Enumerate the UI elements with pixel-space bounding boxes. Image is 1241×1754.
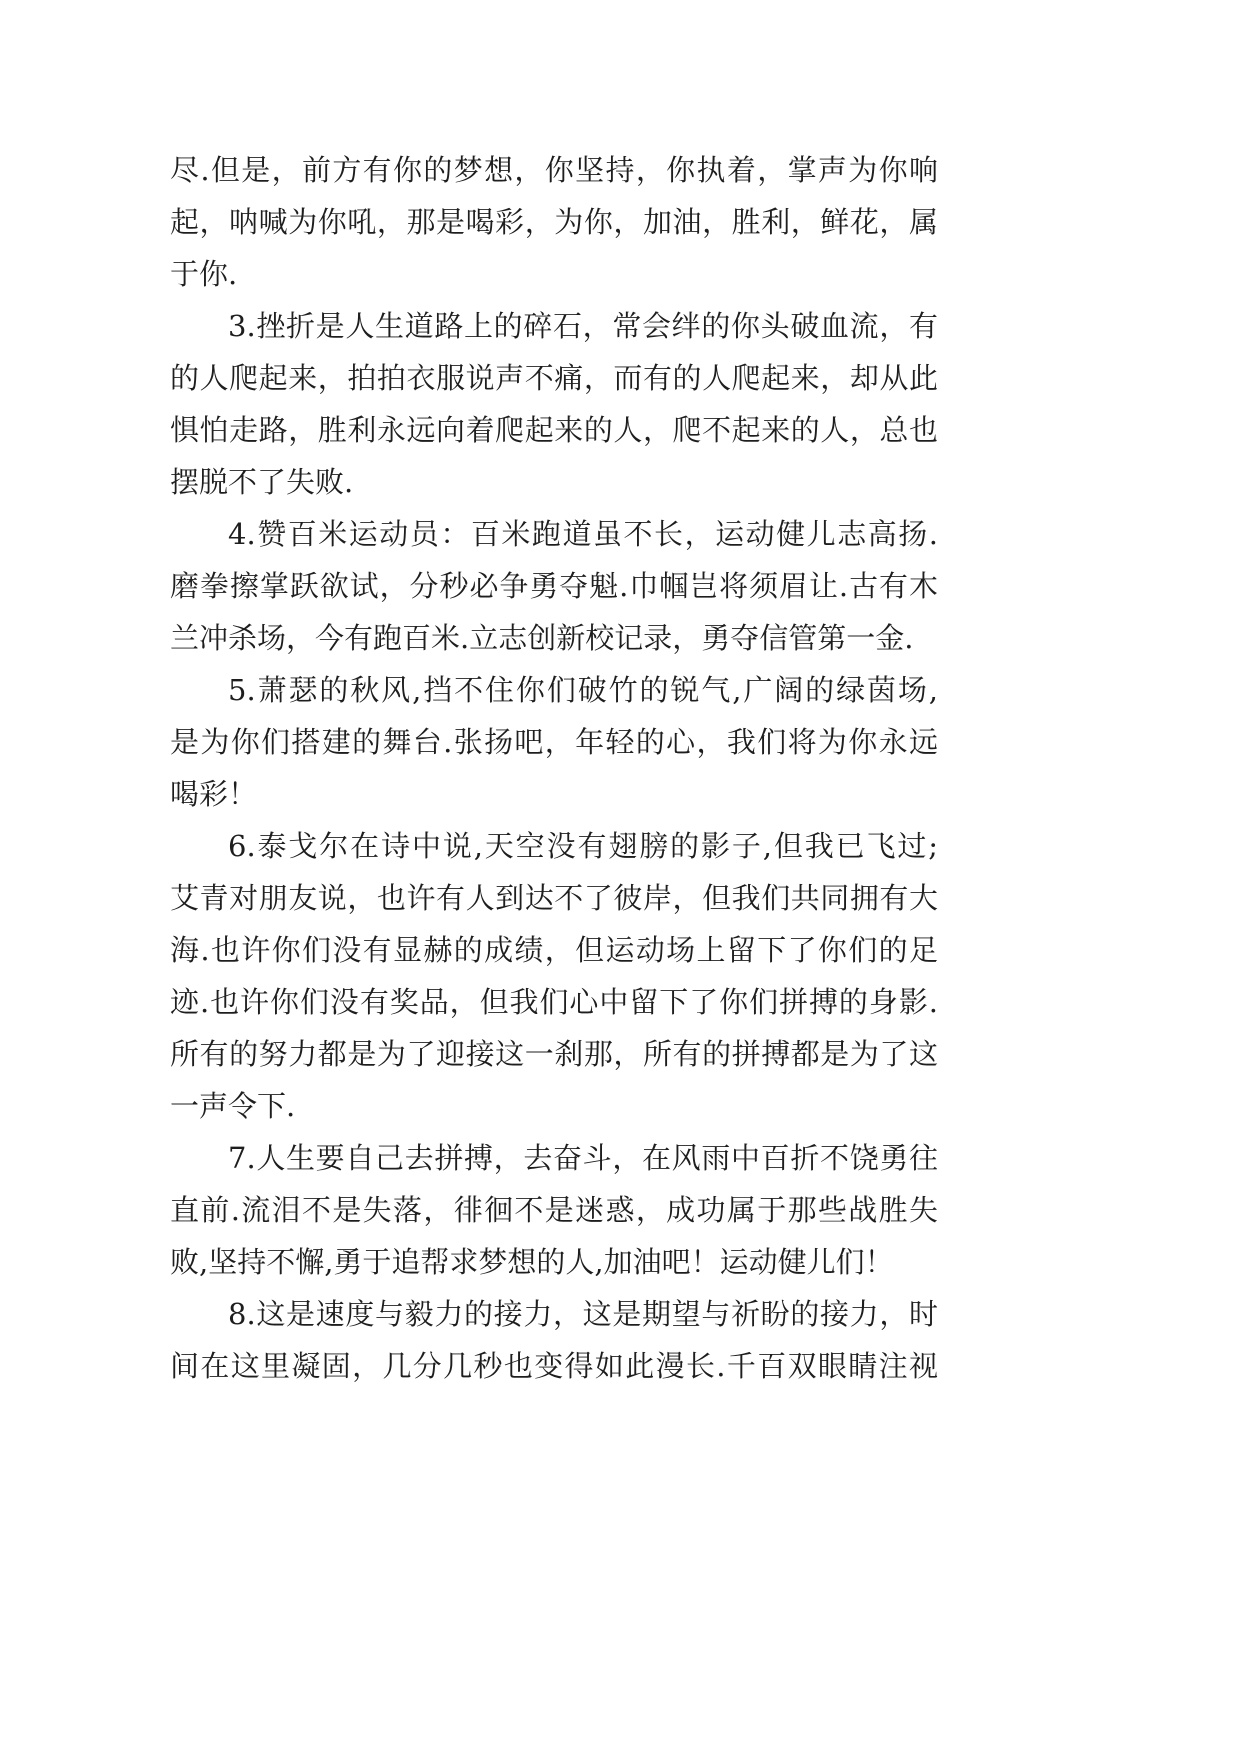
text-line: 7.人生要自己去拼搏，去奋斗，在风雨中百折不饶勇往 [228, 1141, 938, 1175]
text-line: 败,坚持不懈,勇于追帮求梦想的人,加油吧！运动健儿们！ [170, 1245, 894, 1279]
text-line: 海.也许你们没有显赫的成绩，但运动场上留下了你们的足 [170, 933, 938, 967]
text-line: 摆脱不了失败. [170, 465, 354, 499]
text-line: 是为你们搭建的舞台.张扬吧，年轻的心，我们将为你永远 [170, 725, 938, 759]
text-line: 迹.也许你们没有奖品，但我们心中留下了你们拼搏的身影. [170, 985, 938, 1019]
text-line: 5.萧瑟的秋风,挡不住你们破竹的锐气,广阔的绿茵场, [228, 673, 938, 707]
text-line: 间在这里凝固，几分几秒也变得如此漫长.千百双眼睛注视 [170, 1349, 938, 1383]
paragraph [170, 820, 938, 1132]
paragraph [170, 300, 938, 508]
text-line: 于你. [170, 257, 238, 291]
text-line: 一声令下. [170, 1089, 296, 1123]
text-line: 3.挫折是人生道路上的碎石，常会绊的你头破血流，有 [228, 309, 938, 343]
text-line: 6.泰戈尔在诗中说,天空没有翅膀的影子,但我已飞过; [228, 829, 938, 863]
text-line: 直前.流泪不是失落，徘徊不是迷惑，成功属于那些战胜失 [170, 1193, 938, 1227]
text-line: 惧怕走路，胜利永远向着爬起来的人，爬不起来的人，总也 [170, 413, 938, 447]
paragraph [170, 508, 938, 664]
paragraph [170, 1288, 938, 1392]
document-body [170, 144, 938, 1392]
text-line: 艾青对朋友说，也许有人到达不了彼岸，但我们共同拥有大 [170, 881, 938, 915]
paragraph [170, 1132, 938, 1288]
text-line: 磨拳擦掌跃欲试，分秒必争勇夺魁.巾帼岂将须眉让.古有木 [170, 569, 938, 603]
text-line: 起，呐喊为你吼，那是喝彩，为你，加油，胜利，鲜花，属 [170, 205, 938, 239]
text-line: 兰冲杀场，今有跑百米.立志创新校记录，勇夺信管第一金. [170, 621, 914, 655]
text-line: 喝彩！ [170, 777, 258, 811]
paragraph [170, 664, 938, 820]
text-line: 4.赞百米运动员：百米跑道虽不长，运动健儿志高扬. [228, 517, 938, 551]
text-line: 尽.但是，前方有你的梦想，你坚持，你执着，掌声为你响 [170, 153, 938, 187]
text-line: 8.这是速度与毅力的接力，这是期望与祈盼的接力，时 [228, 1297, 938, 1331]
text-line: 的人爬起来，拍拍衣服说声不痛，而有的人爬起来，却从此 [170, 361, 938, 395]
text-line: 所有的努力都是为了迎接这一刹那，所有的拼搏都是为了这 [170, 1037, 938, 1071]
paragraph [170, 144, 938, 300]
